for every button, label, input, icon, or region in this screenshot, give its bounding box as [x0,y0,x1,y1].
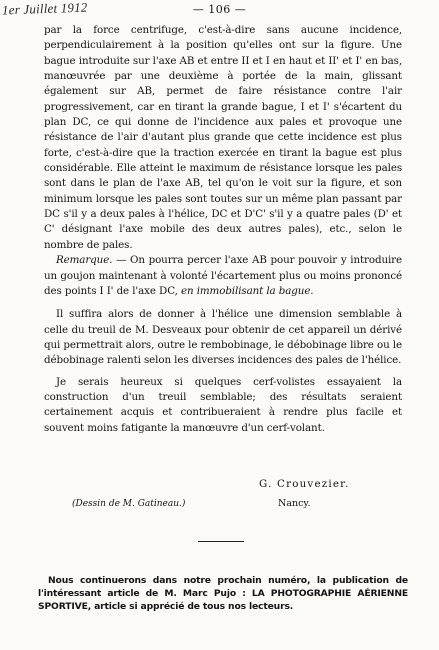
paragraph-remark [44,253,402,299]
remark-emphasis: en immobilisant la bague. [181,284,314,297]
paragraph-mechanism: par la force centrifuge, c'est-à-dire sans aucune incidence, perpendiculairement à la position qu'elles ont sur la figure. Une bague introduite sur l'axe AB et entre II et I en haut et II' et I' en bas, manœuvrée par une deuxième à portée de la main, glissant également sur AB, permet de faire résistance contre l'air progressivement, car en tirant la grande bague, I et I' s'écartent du plan DC, ce qui donne de l'incidence aux pales et provoque une résistance de l'air d'autant plus grande que cette incidence est plus forte, c'est-à-dire que la traction exercée en tirant la bague est plus considérable. Elle atteint le maximum de résistance lorsque les pales sont dans le plan de l'axe AB, tel qu'on le voit sur la figure, et son minimum lorsque les pales sont toutes sur un même plan passant par DC s'il y a deux pales à l'hélice, DC et D'C' s'il y a quatre pales (D' et C' désignant l'axe mobile des deux autres pales), etc., selon le nombre de pales. [44,24,402,251]
remark-text: — On pourra percer l'axe AB pour pouvoir y introduire un goujon maintenant à volonté l'écartement plus ou moins prononcé des points I I' de l'axe DC, [44,254,402,297]
continuation-notice [38,574,408,614]
handwritten-date-annotation: 1er Juillet 1912 [1,0,88,18]
article-body [44,23,402,436]
drawing-credit: (Dessin de M. Gatineau.) [72,499,186,509]
author-place: Nancy. [278,498,311,509]
author-name: G. Crouvezier. [259,478,350,490]
remark-label: Remarque. [56,254,113,267]
page-number: — 106 — [192,3,247,16]
section-divider [198,541,244,542]
notice-text: Nous continuerons dans notre prochain numéro, la publication de l'intéressant article de M. Marc Pujo : LA PHOTOGRAPHIE AÉRIENNE SPORTIVE, article si apprécié de tous nos lecteurs. [38,575,408,613]
paragraph-conclusion: Je serais heureux si quelques cerf-volistes essayaient la construction d'un treuil semblable; des résultats seraient certainement acquis et contribueraient à rendre plus facile et souvent moins fatigante la manœuvre d'un cerf-volant. [44,375,402,434]
paragraph-dimension: Il suffira alors de donner à l'hélice une dimension semblable à celle du treuil de M. Desveaux pour obtenir de cet appareil un dérivé qui permettrait alors, outre le rembobinage, le débobinage libre ou le débobinage ralenti selon les diverses incidences des pales de l'hélice. [44,308,402,367]
